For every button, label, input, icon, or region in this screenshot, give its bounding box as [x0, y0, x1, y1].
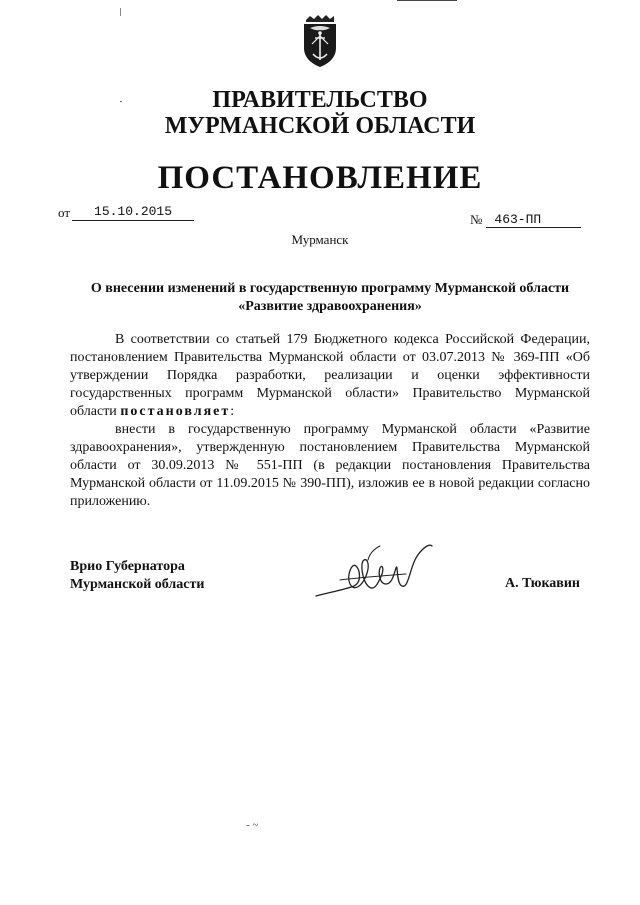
decrees-word: постановляет [120, 404, 231, 419]
coat-of-arms-icon [300, 14, 340, 68]
government-title-line1: ПРАВИТЕЛЬСТВО [212, 87, 428, 113]
handwritten-signature [310, 540, 440, 610]
body-paragraph-1-text: В соответствии со статьей 179 Бюджетного кодекса Российской Федерации, постановлением Правительства Мурманской области от 03.07.2013 № 369-ПП «Об утверждении Порядка разработки, реализации и оценки эффективности государственных программ Мурманской области» Правительство Мурманской области [70, 332, 590, 419]
city-name: Мурманск [291, 232, 349, 247]
number-prefix: № [470, 212, 483, 227]
date-prefix: от [58, 205, 71, 220]
subject-line2: «Развитие здравоохранения» [238, 299, 422, 314]
body-paragraph-2: внести в государственную программу Мурманской области «Развитие здравоохранения», утвержденную постановлением Правительства Мурманской области от 30.09.2013 № 551-ПП (в редакции постановления Правительства Мурманской области от 11.09.2015 № 390-ПП), изложив ее в новой редакции согласно приложению. [70, 422, 590, 509]
date-value: 15.10.2015 [72, 203, 194, 221]
signer-position-line1: Врио Губернатора [70, 559, 185, 574]
document-date [58, 203, 194, 221]
signer-position [70, 558, 204, 594]
signer-position-line2: Мурманской области [70, 577, 205, 592]
scan-mark-dot [120, 8, 121, 16]
footer-mark: - ~ [246, 819, 259, 831]
subject-line1: О внесении изменений в государственную программу Мурманской области [90, 281, 570, 296]
scan-mark-line [397, 0, 457, 1]
decrees-colon: : [230, 404, 235, 419]
document-type-title: ПОСТАНОВЛЕНИЕ [157, 160, 483, 196]
body-paragraph-1 [70, 331, 590, 421]
number-value: 463-ПП [486, 212, 581, 228]
signer-name: А. Тюкавин [505, 576, 580, 591]
document-number [470, 212, 581, 228]
document-subject [70, 280, 590, 316]
government-title-line2: МУРМАНСКОЙ ОБЛАСТИ [164, 113, 476, 139]
